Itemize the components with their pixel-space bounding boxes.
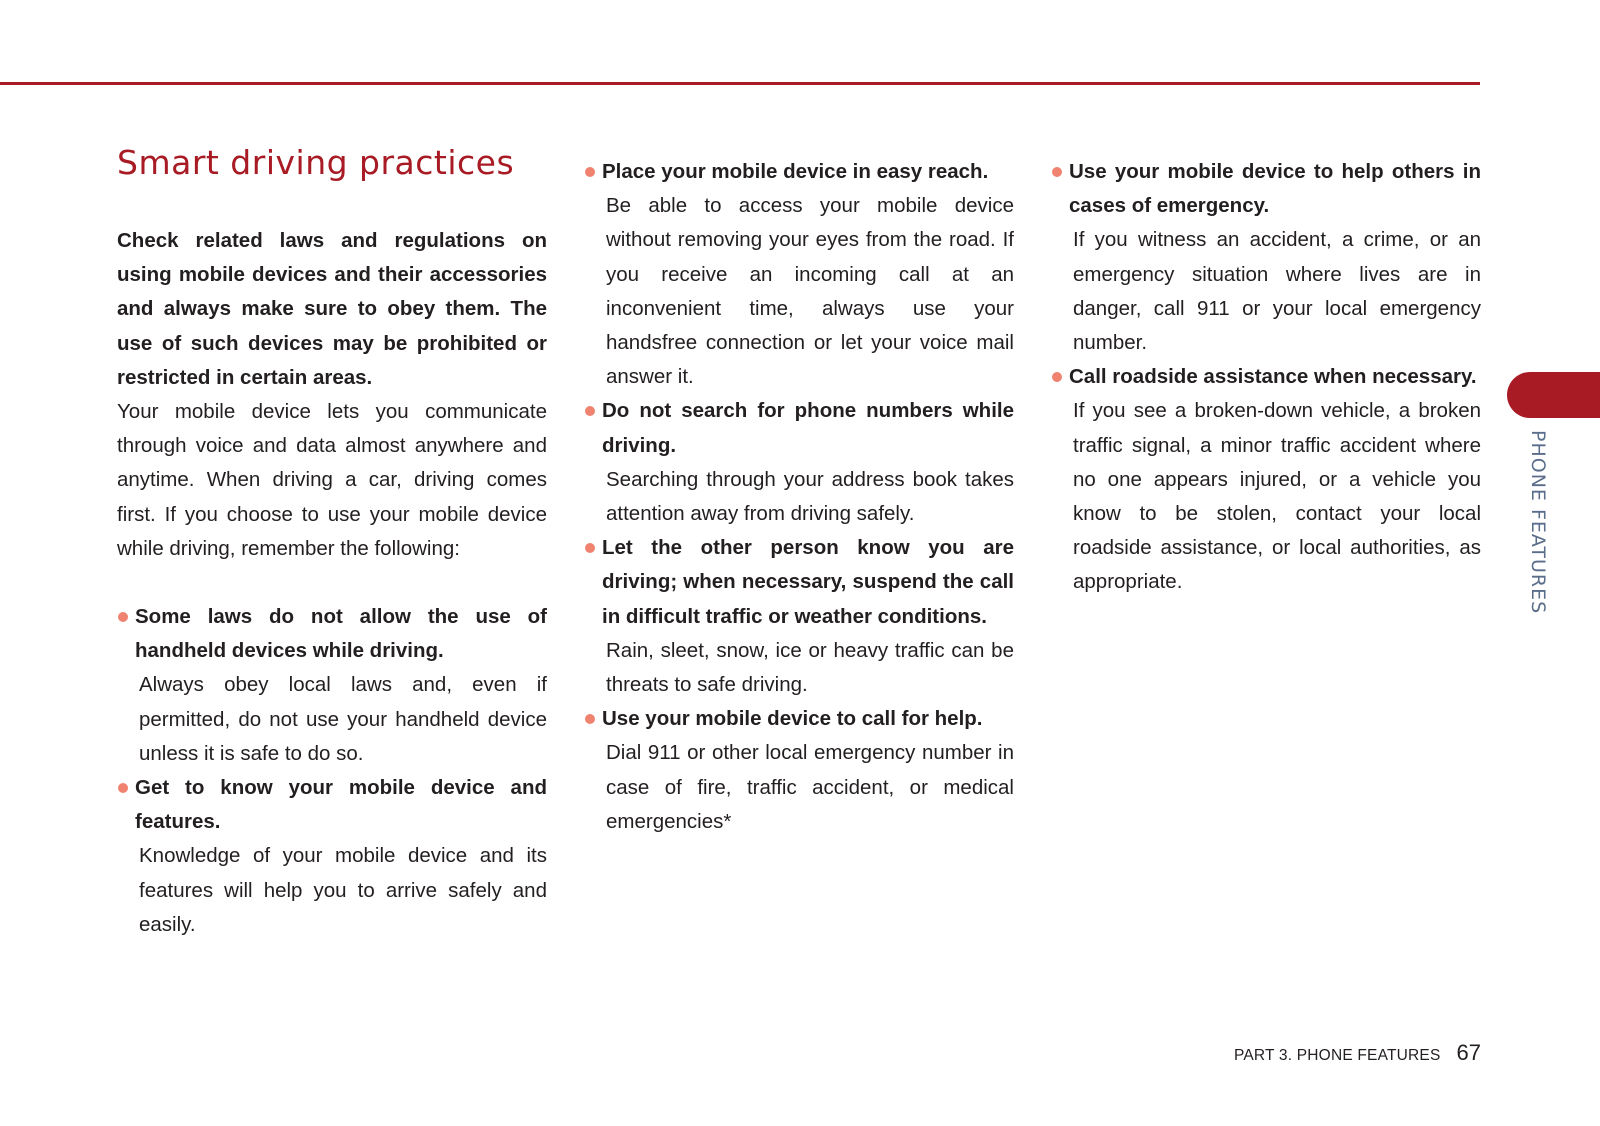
bullet-heading-text: Call roadside assistance when necessary.: [1069, 365, 1477, 389]
column-1: [117, 224, 547, 942]
bullet-item: [117, 771, 547, 942]
page-title: Smart driving practices: [117, 143, 515, 182]
bullet-dot-icon: [585, 406, 595, 416]
bullet-item: [1051, 360, 1481, 599]
bullet-body-text: Dial 911 or other local emergency number in case of fire, traffic accident, or medical emergencies*: [606, 741, 1014, 833]
bullet-heading: [1051, 155, 1481, 223]
bullet-body-text: Rain, sleet, snow, ice or heavy traffic can be threats to safe driving.: [606, 638, 1014, 697]
intro-bold-text: Check related laws and regulations on using mobile devices and their accessories and always make sure to obey them. The use of such devices may be prohibited or restricted in certain areas.: [117, 229, 547, 389]
bullet-item: [584, 394, 1014, 531]
bullet-heading-text: Get to know your mobile device and features.: [135, 776, 547, 834]
header-rule: [0, 82, 1480, 85]
bullet-body-text: Searching through your address book takes attention away from driving safely.: [606, 467, 1014, 526]
bullet-heading: [117, 600, 547, 668]
bullet-dot-icon: [118, 783, 128, 793]
bullet-heading-text: Place your mobile device in easy reach.: [602, 160, 989, 183]
column-2: [584, 155, 1014, 839]
page-footer: [1234, 1040, 1481, 1066]
bullet-dot-icon: [1052, 372, 1062, 382]
bullet-item: [584, 531, 1014, 702]
bullet-item: [584, 702, 1014, 839]
bullet-heading-text: Use your mobile device to help others in cases of emergency.: [1069, 160, 1481, 218]
bullet-item: [1051, 155, 1481, 360]
bullet-dot-icon: [118, 612, 128, 622]
chapter-tab: [1507, 372, 1600, 418]
bullet-heading-text: Do not search for phone numbers while driving.: [602, 399, 1014, 457]
bullet-body-text: Knowledge of your mobile device and its features will help you to arrive safely and easily.: [139, 844, 547, 936]
bullet-heading-text: Some laws do not allow the use of handheld devices while driving.: [135, 605, 547, 663]
bullet-dot-icon: [1052, 167, 1062, 177]
bullet-body-text: If you witness an accident, a crime, or an emergency situation where lives are in danger, call 911 or your local emergency number.: [1073, 228, 1481, 355]
column-3: [1051, 155, 1481, 600]
bullet-heading: [584, 531, 1014, 634]
bullet-dot-icon: [585, 167, 595, 177]
bullet-body-text: Be able to access your mobile device without removing your eyes from the road. If you receive an incoming call at an inconvenient time, always use your handsfree connection or let your voice mail answer it.: [606, 194, 1014, 389]
bullet-heading: [584, 702, 1014, 736]
bullet-body-text: Always obey local laws and, even if permitted, do not use your handheld device unless it is safe to do so.: [139, 673, 547, 765]
bullet-body-text: If you see a broken-down vehicle, a broken traffic signal, a minor traffic accident where no one appears injured, or a vehicle you know to be stolen, contact your local roadside assistance, or local authorities, as appropriate.: [1073, 399, 1481, 594]
bullet-heading: [584, 155, 1014, 189]
chapter-tab-label: PHONE FEATURES: [1527, 430, 1549, 615]
bullet-dot-icon: [585, 543, 595, 553]
bullet-dot-icon: [585, 714, 595, 724]
intro-body-text: Your mobile device lets you communicate through voice and data almost anywhere and anytime. When driving a car, driving comes first. If you choose to use your mobile device while driving, remember the following:: [117, 400, 547, 560]
bullet-heading-text: Let the other person know you are driving; when necessary, suspend the call in difficult traffic or weather conditions.: [602, 536, 1014, 628]
bullet-item: [584, 155, 1014, 394]
bullet-heading: [1051, 360, 1481, 394]
bullet-heading-text: Use your mobile device to call for help.: [602, 707, 983, 731]
bullet-item: [117, 600, 547, 771]
footer-section-label: PART 3. PHONE FEATURES: [1233, 1047, 1441, 1064]
bullet-heading: [117, 771, 547, 839]
page-number: 67: [1456, 1040, 1481, 1065]
bullet-heading: [584, 394, 1014, 462]
